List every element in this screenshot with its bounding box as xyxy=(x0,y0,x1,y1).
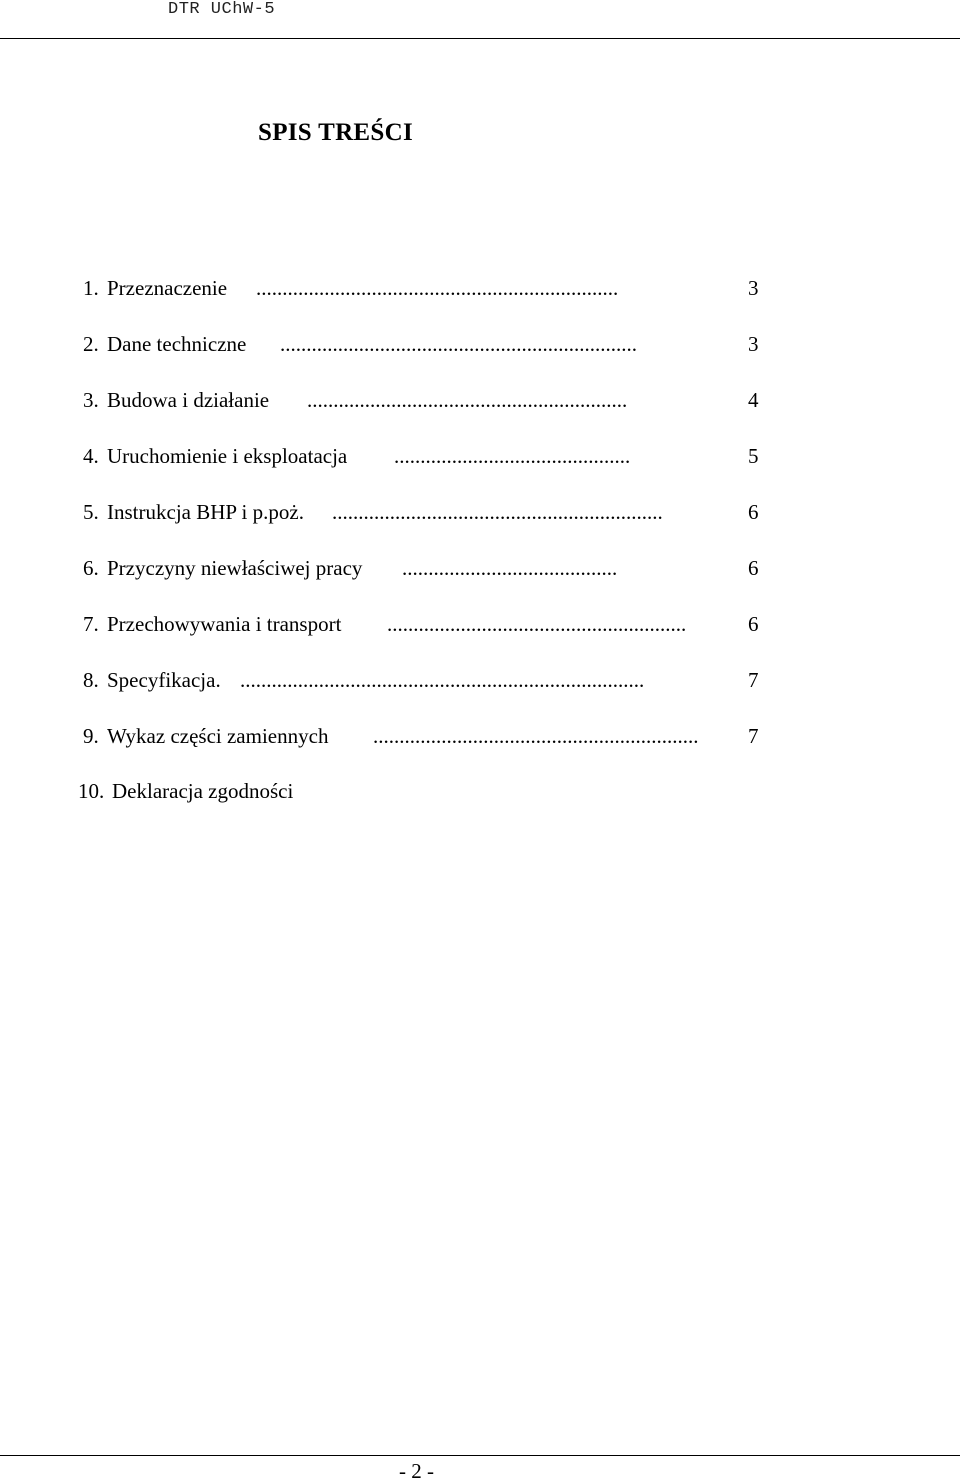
toc-entry-page: 6 xyxy=(748,500,759,524)
toc-entry-6 xyxy=(0,553,960,583)
toc-entry-label: Przechowywania i transport xyxy=(107,612,342,636)
toc-entry-page: 3 xyxy=(748,332,759,356)
toc-entry-number: 4. xyxy=(83,444,99,468)
toc-entry-leader: ............................................................... xyxy=(332,500,663,524)
toc-entry-leader: ............................................. xyxy=(394,444,631,468)
toc-entry-label: Specyfikacja. xyxy=(107,668,221,692)
page-number: - 2 - xyxy=(399,1459,434,1483)
toc-entry-leader: .................................................................... xyxy=(280,332,637,356)
toc-entry-page: 6 xyxy=(748,612,759,636)
toc-entry-leader: ............................................................. xyxy=(307,388,628,412)
header-rule xyxy=(0,38,960,39)
toc-entry-page: 5 xyxy=(748,444,759,468)
toc-entry-1 xyxy=(0,273,960,303)
toc-entry-number: 3. xyxy=(83,388,99,412)
toc-entry-number: 7. xyxy=(83,612,99,636)
toc-entry-10 xyxy=(0,776,960,806)
toc-entry-9 xyxy=(0,721,960,751)
toc-entry-leader: .............................................................. xyxy=(373,724,699,748)
toc-entry-leader: ......................................... xyxy=(402,556,618,580)
toc-entry-number: 1. xyxy=(83,276,99,300)
toc-entry-page: 7 xyxy=(748,668,759,692)
toc-entry-2 xyxy=(0,329,960,359)
toc-entry-3 xyxy=(0,385,960,415)
toc-entry-number: 10. xyxy=(78,779,105,803)
toc-entry-leader: ............................................................................. xyxy=(240,668,645,692)
toc-entry-label: Budowa i działanie xyxy=(107,388,270,412)
toc-entry-number: 8. xyxy=(83,668,99,692)
toc-entry-4 xyxy=(0,441,960,471)
document-code: DTR UChW-5 xyxy=(168,0,276,19)
toc-entry-number: 2. xyxy=(83,332,99,356)
page-title: SPIS TREŚCI xyxy=(258,119,413,146)
footer-rule xyxy=(0,1455,960,1456)
toc-entry-label: Uruchomienie i eksploatacja xyxy=(107,444,348,468)
toc-entry-page: 4 xyxy=(748,388,759,412)
toc-entry-leader: ......................................................... xyxy=(387,612,687,636)
toc-entry-page: 3 xyxy=(748,276,759,300)
toc-entry-number: 6. xyxy=(83,556,99,580)
toc-entry-number: 9. xyxy=(83,724,99,748)
toc-entry-page: 6 xyxy=(748,556,759,580)
toc-entry-page: 7 xyxy=(748,724,759,748)
toc-entry-label: Wykaz części zamiennych xyxy=(107,724,329,748)
toc-entry-leader: ..................................................................... xyxy=(256,276,619,300)
toc-entry-8 xyxy=(0,665,960,695)
toc-entry-label: Przeznaczenie xyxy=(107,276,228,300)
toc-entry-number: 5. xyxy=(83,500,99,524)
toc-entry-label: Przyczyny niewłaściwej pracy xyxy=(107,556,363,580)
toc-entry-label: Deklaracja zgodności xyxy=(112,779,294,803)
toc-entry-7 xyxy=(0,609,960,639)
toc-entry-label: Instrukcja BHP i p.poż. xyxy=(107,500,304,524)
toc-entry-label: Dane techniczne xyxy=(107,332,247,356)
toc-entry-5 xyxy=(0,497,960,527)
